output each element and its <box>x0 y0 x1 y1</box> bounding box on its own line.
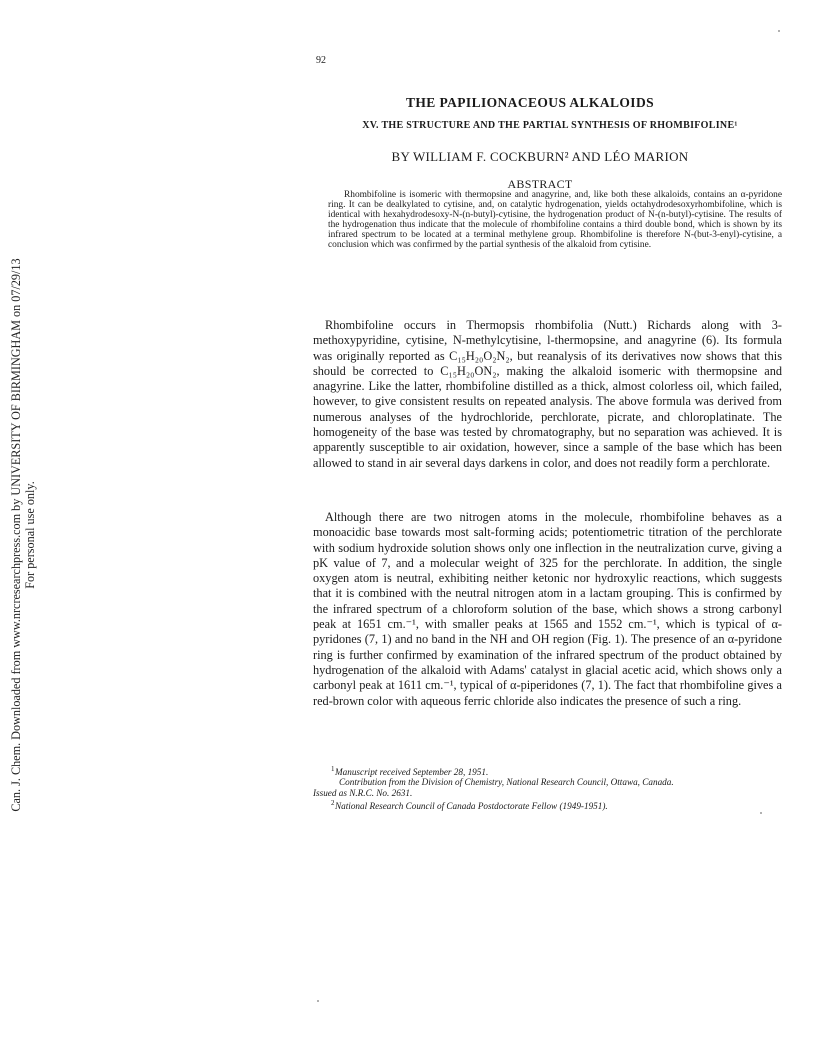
scan-speck <box>778 30 780 32</box>
footnote-2-text: National Research Council of Canada Postdoctorate Fellow (1949-1951). <box>335 801 608 812</box>
footnote-1 <box>313 764 787 777</box>
page-number: 92 <box>316 55 326 66</box>
article-series-title: THE PAPILIONACEOUS ALKALOIDS <box>406 95 654 110</box>
article-title: XV. THE STRUCTURE AND THE PARTIAL SYNTHESIS OF RHOMBIFOLINE¹ <box>362 120 738 131</box>
footnote-1-issued: Issued as N.R.C. No. 2631. <box>313 787 413 798</box>
download-watermark-line1: Can. J. Chem. Downloaded from www.nrcresearchpress.com by UNIVERSITY OF BIRMINGHAM on 07/29/13 <box>9 258 23 812</box>
footnotes <box>313 764 787 811</box>
scan-speck <box>760 812 762 814</box>
download-watermark <box>10 185 37 885</box>
footnote-1-mark: 1 <box>331 765 335 773</box>
scan-speck <box>317 1000 319 1002</box>
footnote-1-contribution: Contribution from the Division of Chemistry, National Research Council, Ottawa, Canada. <box>339 777 674 788</box>
body-paragraph-1: Rhombifoline occurs in Thermopsis rhombifolia (Nutt.) Richards along with 3-methoxypyridine, cytisine, N-methylcytisine, l-thermopsine, and anagyrine (6). Its formula was originally reported as C₁₅H₂₀O₂N₂, but reanalysis of its derivatives now shows that this should be corrected to C₁₅H₂₀ON₂, making the alkaloid isomeric with thermopsine and anagyrine. Like the latter, rhombifoline distilled as a thick, almost colorless oil, which failed, however, to give consistent results on repeated analysis. The above formula was derived from numerous analyses of the hydrochloride, perchlorate, picrate, and chloroplatinate. The homogeneity of the base was tested by chromatography, but no separation was achieved. It is apparently susceptible to air oxidation, however, since a sample of the base which has been allowed to stand in air several days darkens in color, and does not readily form a perchlorate. <box>313 318 782 470</box>
footnote-2-mark: 2 <box>331 798 335 807</box>
author-line: BY WILLIAM F. COCKBURN² AND LÉO MARION <box>391 149 689 164</box>
abstract-text: Rhombifoline is isomeric with thermopsine and anagyrine, and, like both these alkaloids, contains an α-pyridone ring. It can be dealkylated to cytisine, and, on catalytic hydrogenation, yields octahydrodesoxyrhombifoline, which is identical with hexahydrodesoxy-N-(n-butyl)-cytisine, the hydrogenation product of N-(n-butyl)-cytisine. The results of the hydrogenation thus indicate that the molecule of rhombifoline contains a third double bond, which is shown by its infrared spectrum to be located at a terminal methylene group. Rhombifoline is therefore N-(but-3-enyl)-cytisine, a conclusion which was confirmed by the partial synthesis of the alkaloid from cytisine. <box>328 190 782 250</box>
download-watermark-line2: For personal use only. <box>22 481 37 589</box>
abstract-heading: ABSTRACT <box>507 177 573 191</box>
body-paragraph-2: Although there are two nitrogen atoms in the molecule, rhombifoline behaves as a monoacidic base towards most salt-forming acids; potentiometric titration of the perchlorate with sodium hydroxide solution shows only one inflection in the neutralization curve, giving a pK value of 7, and a molecular weight of 325 for the perchlorate. In addition, the single oxygen atom is neutral, exhibiting neither ketonic nor hydroxylic reactions, which suggests that it is combined with the neutral nitrogen atom in a lactam grouping. This is confirmed by the infrared spectrum of a chloroform solution of the base, which shows a strong carbonyl peak at 1651 cm.⁻¹, with smaller peaks at 1565 and 1552 cm.⁻¹, which is typical of α-pyridones (7, 1) and no band in the NH and OH region (Fig. 1). The presence of an α-pyridone ring is further confirmed by examination of the infrared spectrum of the product obtained by hydrogenation of the alkaloid with Adams' catalyst in glacial acetic acid, which shows only a carbonyl peak at 1611 cm.⁻¹, typical of α-piperidones (7, 1). The fact that rhombifoline gives a red-brown color with aqueous ferric chloride also indicates the presence of such a ring. <box>313 510 782 708</box>
footnote-1-text: Manuscript received September 28, 1951. <box>335 767 489 778</box>
footnote-2 <box>313 798 787 811</box>
